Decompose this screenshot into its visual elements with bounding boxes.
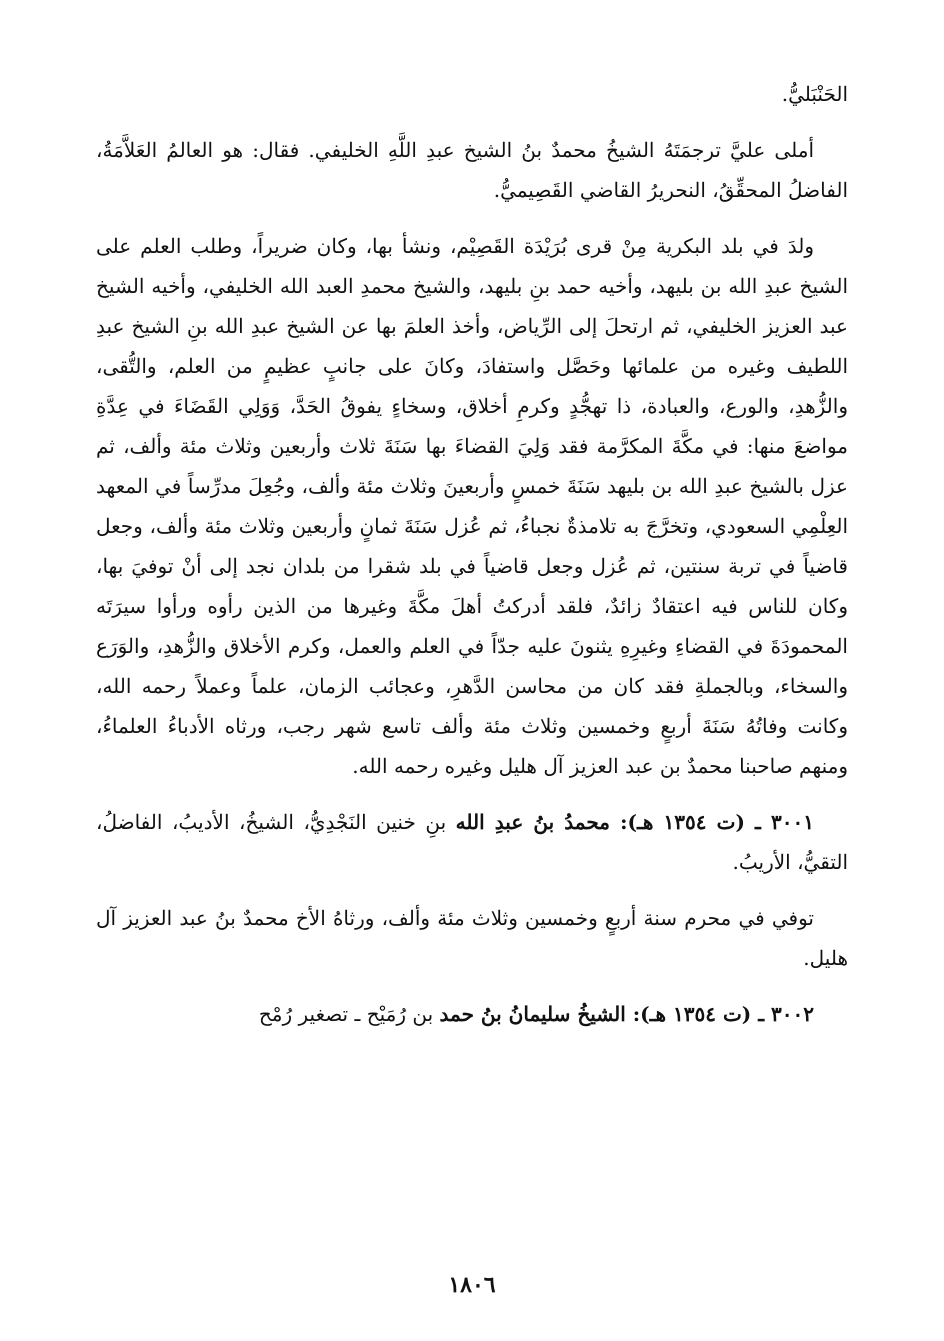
body-text: [96, 74, 848, 1034]
entry-3001-text: بنِ خنين النَجْدِيُّ، الشيخُ، الأديبُ، الفاضلُ، التقيُّ، الأريبُ.: [96, 810, 848, 874]
paragraph-death-note: توفي في محرم سنة أربعٍ وخمسين وثلاث مئة وألف، ورثاهُ الأخ محمدٌ بنُ عبد العزيز آل هليل.: [96, 906, 848, 970]
entry-3002-heading: ٣٠٠٢ ـ (ت ١٣٥٤ هـ): الشيخُ سليمانُ بنُ حمد: [439, 1002, 814, 1026]
page-number: ١٨٠٦: [448, 1272, 496, 1298]
entry-3002-text: بن رُمَيْح ـ تصغير رُمْح: [258, 1002, 434, 1026]
entry-3001: [96, 802, 848, 882]
paragraph-biography: ولدَ في بلد البكرية مِنْ قرى بُرَيْدَة القَصِيْم، ونشأ بها، وكان ضريراً، وطلب العلم على الشيخ عبدِ الله بن بليهد، وأخيه حمد بنِ بليهد، والشيخ محمدِ العبد الله الخليفي، وأخيه الشيخ عبد العزيز الخليفي، ثم ارتحلَ إلى الرِّياض، وأخذ العلمَ بها عن الشيخ عبدِ الله بنِ الشيخ عبدِ اللطيف وغيره من علمائها وحَصَّل واستفادَ، وكانَ على جانبٍ عظيمٍ من العلم، والتُّقى، والزُّهدِ، والورع، والعبادة، ذا تهجُّدٍ وكرمِ أخلاق، وسخاءٍ يفوقُ الحَدَّ، وَوَلِي القَضَاءَ في عِدَّةِ مواضعَ منها: في مكَّةَ المكرَّمة فقد وَلِيَ القضاءَ بها سَنَةَ ثلاث وأربعين وثلاث مئة وألف، ثم عزل بالشيخ عبدِ الله بن بليهد سَنَةَ خمسٍ وأربعينَ وثلاث مئة وألف، وجُعِلَ مدرِّساً في المعهد العِلْمِي السعودي، وتخرَّجَ به تلامذةٌ نجباءُ، ثم عُزل سَنَةَ ثمانٍ وأربعين وثلاث مئة وألف، وجعل قاضياً في تربة سنتين، ثم عُزل وجعل قاضياً في بلد شقرا من بلدان نجد إلى أنْ توفيَ بها، وكان للناس فيه اعتقادٌ زائدٌ، فلقد أدركتُ أهلَ مكَّةَ وغيرها من الذين رأوه ورأوا سيرَتَه المحمودَةَ في القضاءِ وغيرِهِ يثنونَ عليه جدّاً في العلم والعمل، وكرم الأخلاق والزُّهدِ، والوَرَع والسخاء، وبالجملةِ فقد كان من محاسن الدَّهرِ، وعجائب الزمان، علماً وعملاً رحمه الله، وكانت وفاتُهُ سَنَةَ أربعٍ وخمسين وثلاث مئة وألف تاسع شهر رجب، ورثاه الأدباءُ العلماءُ، ومنهم صاحبنا محمدٌ بن عبد العزيز آل هليل وغيره رحمه الله.: [96, 234, 849, 778]
paragraph-previous-entry-end: الحَنْبَليُّ.: [781, 82, 848, 106]
entry-3001-heading: ٣٠٠١ ـ (ت ١٣٥٤ هـ): محمدُ بنُ عبدِ الله: [455, 810, 814, 834]
entry-3002: [96, 994, 848, 1034]
paragraph-dictation-note: أملى عليَّ ترجمَتَهُ الشيخُ محمدٌ بنُ الشيخ عبدِ اللَّهِ الخليفي. فقال: هو العالمُ العَلاَّمَةُ، الفاضلُ المحقِّقُ، النحريرُ القاضي القَصِيميُّ.: [96, 138, 848, 202]
